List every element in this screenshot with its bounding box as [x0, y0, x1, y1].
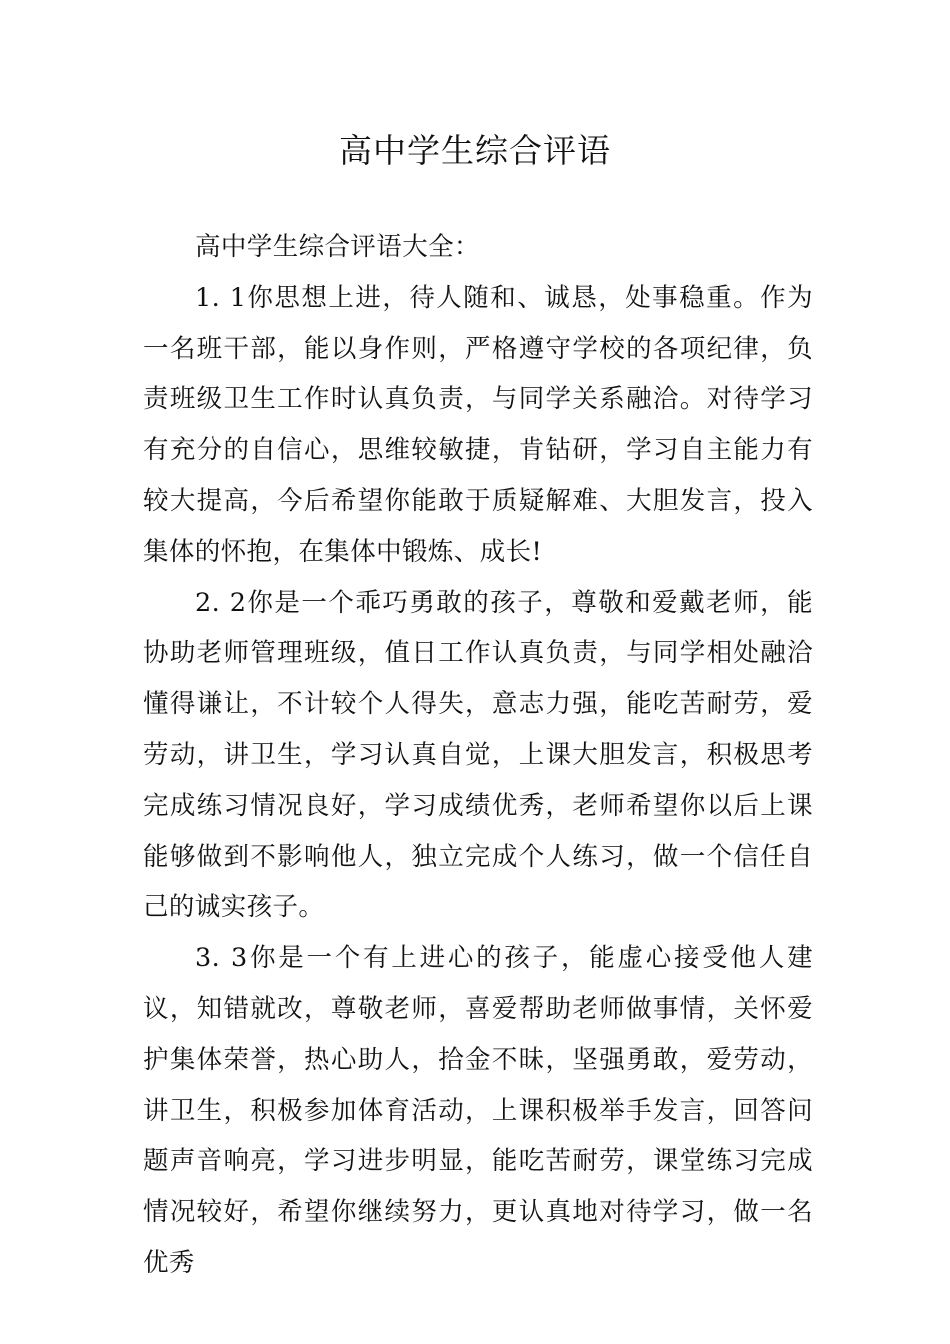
intro-paragraph: 高中学生综合评语大全：	[195, 232, 480, 262]
document-body	[143, 222, 813, 1289]
document-title: 高中学生综合评语	[339, 131, 611, 170]
comment-paragraph-1: 1. 1你思想上进，待人随和、诚恳，处事稳重。作为一名班干部，能以身作则，严格遵守学校的各项纪律，负责班级卫生工作时认真负责，与同学关系融洽。对待学习有充分的自信心，思维较敏捷，肯钻研，学习自主能力有较大提高，今后希望你能敢于质疑解难、大胆发言，投入集体的怀抱，在集体中锻炼、成长!	[143, 282, 813, 567]
comment-paragraph-3: 3. 3你是一个有上进心的孩子，能虚心接受他人建议，知错就改，尊敬老师，喜爱帮助老师做事情，关怀爱护集体荣誉，热心助人，拾金不昧，坚强勇敢，爱劳动，讲卫生，积极参加体育活动，上课积极举手发言，回答问题声音响亮，学习进步明显，能吃苦耐劳，课堂练习完成情况较好，希望你继续努力，更认真地对待学习，做一名优秀	[143, 943, 813, 1278]
comment-paragraph-2: 2. 2你是一个乖巧勇敢的孩子，尊敬和爱戴老师，能协助老师管理班级，值日工作认真负责，与同学相处融洽懂得谦让，不计较个人得失，意志力强，能吃苦耐劳，爱劳动，讲卫生，学习认真自觉，上课大胆发言，积极思考完成练习情况良好，学习成绩优秀，老师希望你以后上课能够做到不影响他人，独立完成个人练习，做一个信任自己的诚实孩子。	[143, 587, 813, 923]
